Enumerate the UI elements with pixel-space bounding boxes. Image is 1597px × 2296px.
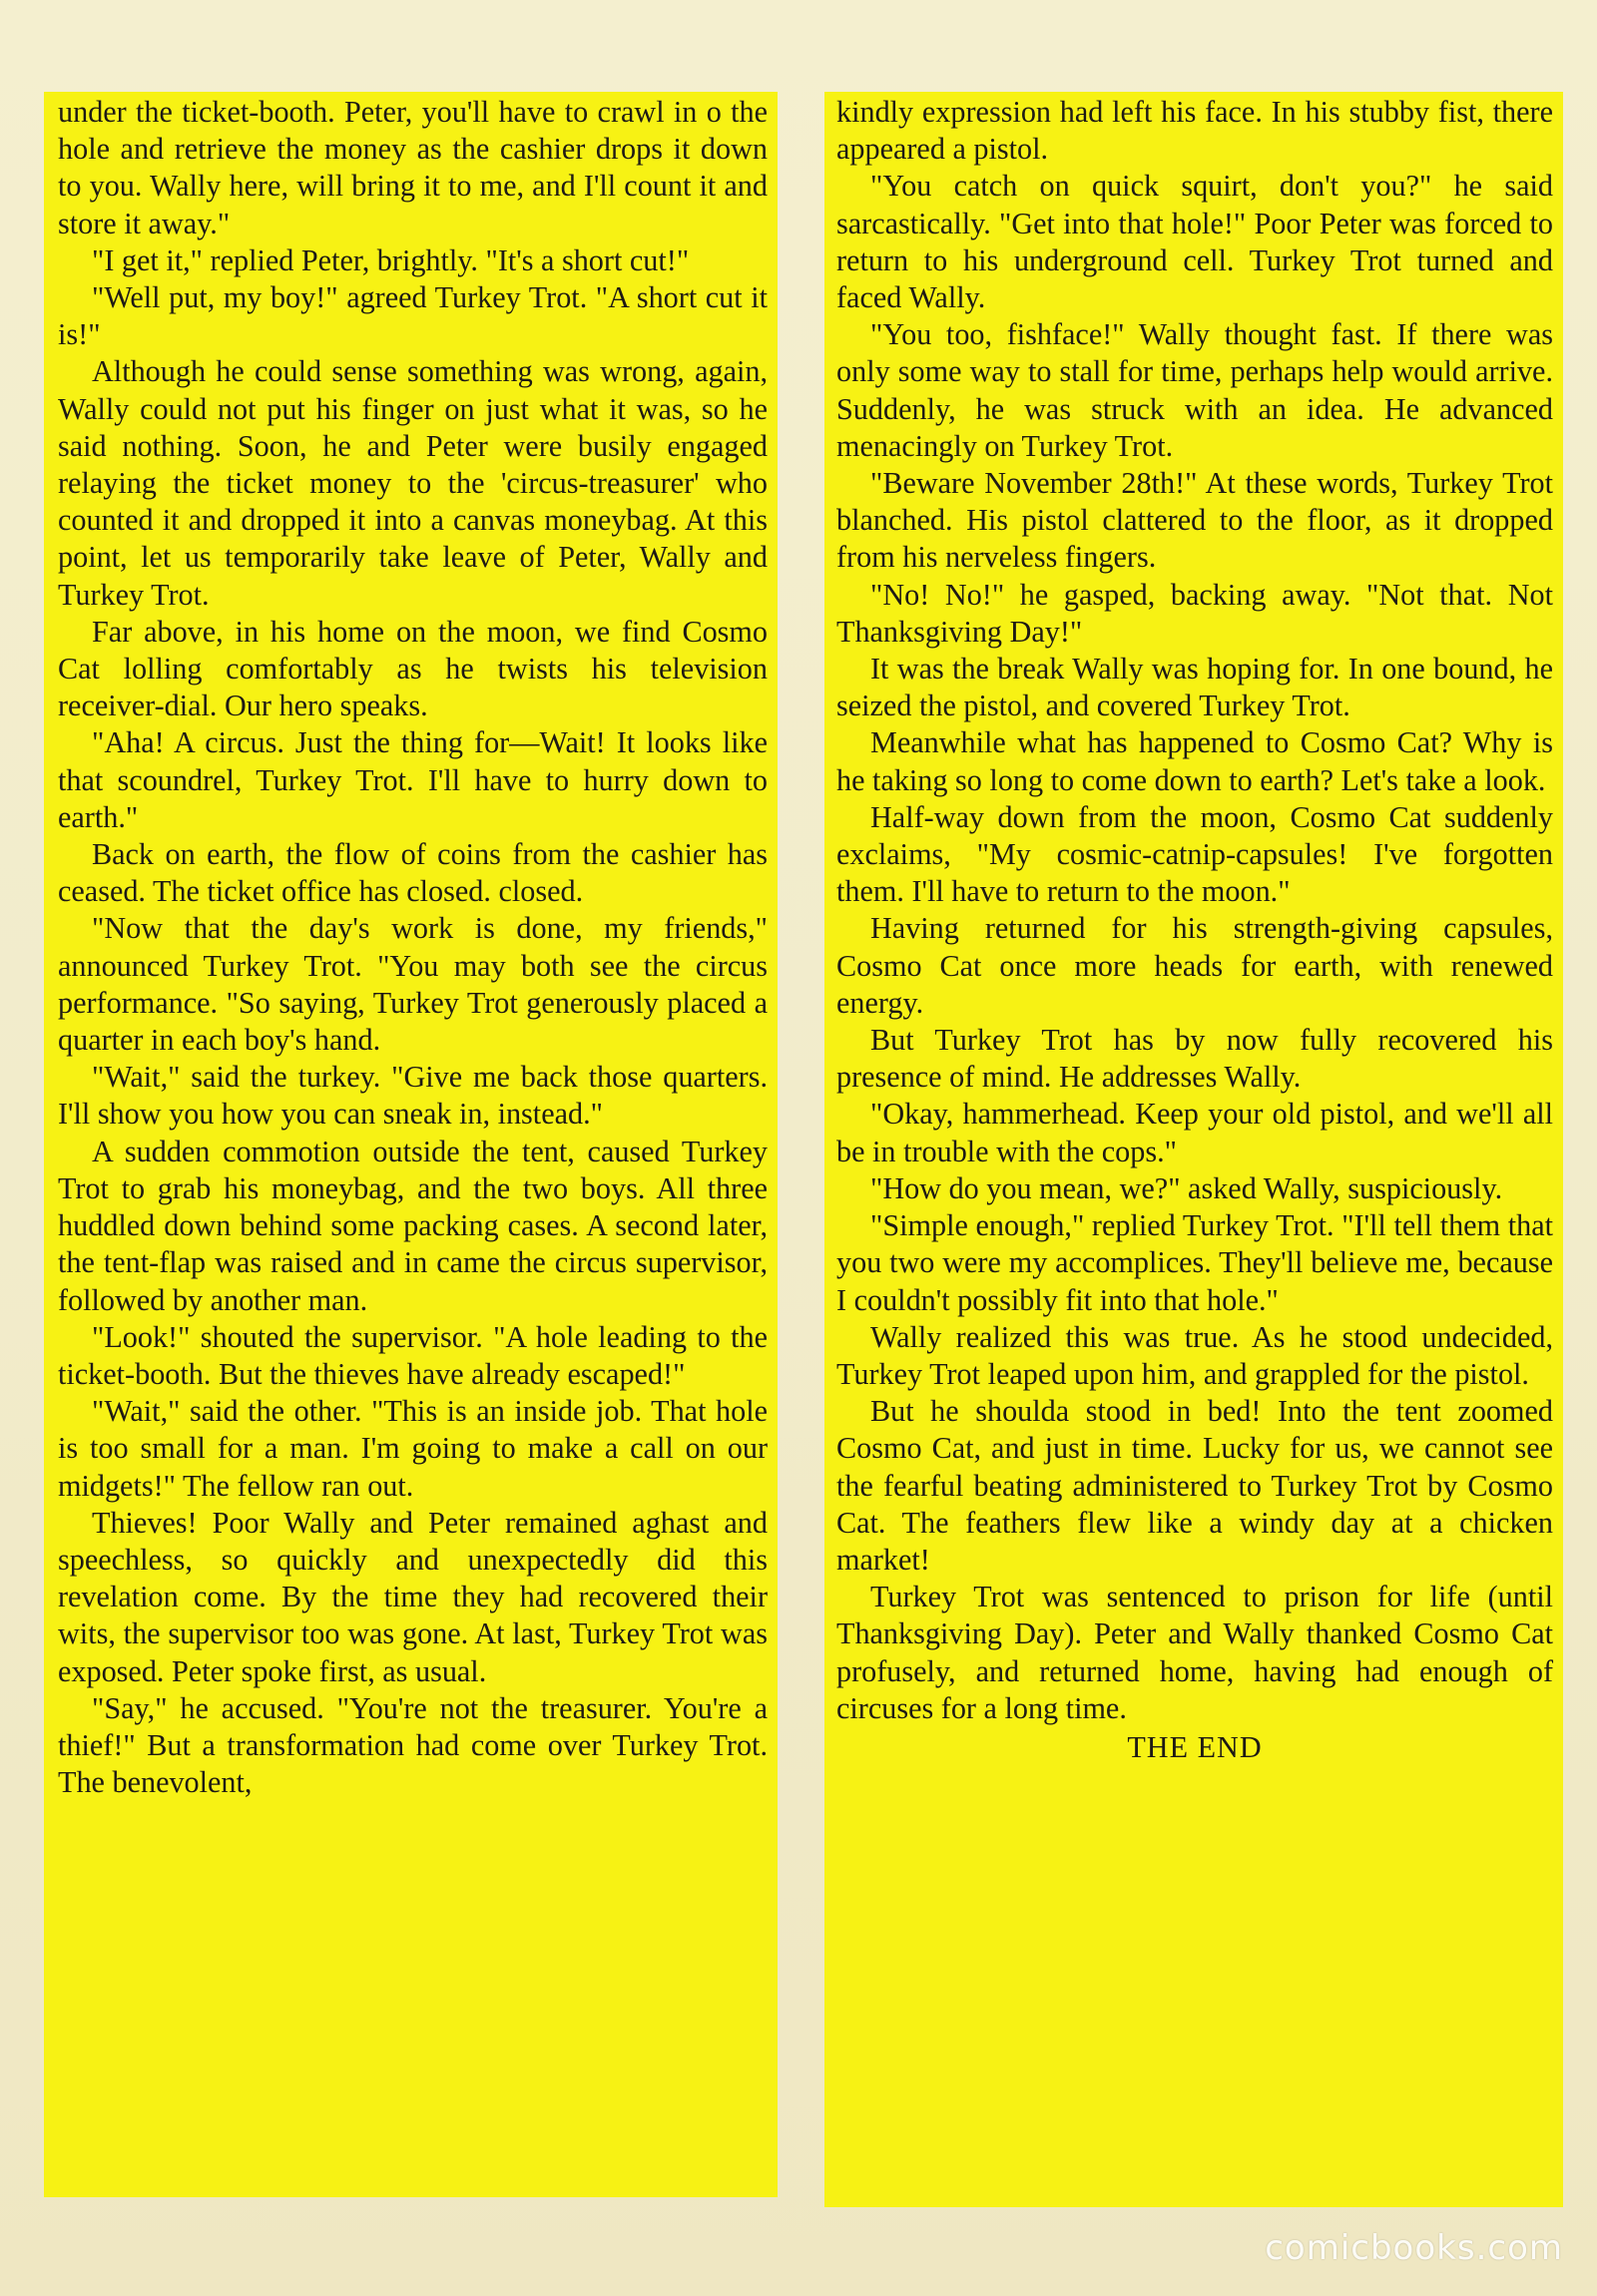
story-paragraph: But Turkey Trot has by now fully recovered his presence of mind. He addresses Wally. [836,1023,1553,1095]
story-paragraph: Thieves! Poor Wally and Peter remained aghast and speechless, so quickly and unexpectedly did this revelation come. By the time they had recovered their wits, the supervisor too was gone. At last, Turkey Trot was exposed. Peter spoke first, as usual. [58,1505,768,1688]
story-paragraph: It was the break Wally was hoping for. In one bound, he seized the pistol, and covered Turkey Trot. [836,652,1553,723]
story-paragraph: "Wait," said the other. "This is an inside job. That hole is too small for a man. I'm going to make a call on our midgets!" The fellow ran out. [58,1394,768,1503]
watermark: comicbooks.com [1265,2228,1563,2268]
story-paragraph: "Now that the day's work is done, my friends," announced Turkey Trot. "You may both see the circus performance. "So saying, Turkey Trot generously placed a quarter in each boy's hand. [58,911,768,1058]
the-end-label: THE END [1127,1729,1263,1764]
story-paragraph: "Okay, hammerhead. Keep your old pistol, and we'll all be in trouble with the cops." [836,1097,1553,1168]
story-paragraph: "How do you mean, we?" asked Wally, suspiciously. [870,1170,1503,1205]
story-paragraph: under the ticket-booth. Peter, you'll have to crawl in o the hole and retrieve the money as the cashier drops it down to you. Wally here, will bring it to me, and I'll count it and store it away." [58,95,768,240]
story-paragraph: Back on earth, the flow of coins from the cashier has ceased. The ticket office has closed. closed. [58,837,768,909]
story-paragraph: Having returned for his strength-giving capsules, Cosmo Cat once more heads for earth, with renewed energy. [836,911,1553,1020]
story-paragraph: But he shoulda stood in bed! Into the tent zoomed Cosmo Cat, and just in time. Lucky for us, we cannot see the fearful beating administered to Turkey Trot by Cosmo Cat. The feathers flew like a windy day at a chicken market! [836,1394,1553,1577]
text-panel-left [44,92,778,2197]
story-paragraph: A sudden commotion outside the tent, caused Turkey Trot to grab his moneybag, and the two boys. All three huddled down behind some packing cases. A second later, the tent-flap was raised and in came the circus supervisor, followed by another man. [58,1134,768,1317]
story-paragraph: Although he could sense something was wrong, again, Wally could not put his finger on just what it was, so he said nothing. Soon, he and Peter were busily engaged relaying the ticket money to the 'circus-treasurer' who counted it and dropped it into a canvas moneybag. At this point, let us temporarily take leave of Peter, Wally and Turkey Trot. [58,354,768,612]
story-paragraph: "Beware November 28th!" At these words, Turkey Trot blanched. His pistol clattered to the floor, as it dropped from his nerveless fingers. [836,466,1553,575]
story-paragraph: "No! No!" he gasped, backing away. "Not that. Not Thanksgiving Day!" [836,577,1553,649]
story-paragraph: "Wait," said the turkey. "Give me back those quarters. I'll show you how you can sneak in, instead." [58,1060,768,1132]
story-paragraph: Half-way down from the moon, Cosmo Cat suddenly exclaims, "My cosmic-catnip-capsules! I've forgotten them. I'll have to return to the moon." [836,799,1553,909]
story-paragraph: Turkey Trot was sentenced to prison for life (until Thanksgiving Day). Peter and Wally thanked Cosmo Cat profusely, and returned home, having had enough of circuses for a long time. [836,1580,1553,1725]
story-paragraph: kindly expression had left his face. In his stubby fist, there appeared a pistol. [836,95,1553,167]
story-column-right [824,92,1563,2207]
story-paragraph: Wally realized this was true. As he stood undecided, Turkey Trot leaped upon him, and grappled for the pistol. [836,1319,1553,1391]
story-paragraph: Meanwhile what has happened to Cosmo Cat? Why is he taking so long to come down to earth? Let's take a look. [836,725,1553,797]
story-paragraph: "Look!" shouted the supervisor. "A hole leading to the ticket-booth. But the thieves have already escaped!" [58,1319,768,1391]
story-paragraph: "You catch on quick squirt, don't you?" he said sarcastically. "Get into that hole!" Poor Peter was forced to return to his underground cell. Turkey Trot turned and faced Wally. [836,169,1553,315]
story-paragraph: "You too, fishface!" Wally thought fast. If there was only some way to stall for time, perhaps help would arrive. Suddenly, he was struck with an idea. He advanced menacingly on Turkey Trot. [836,317,1553,463]
story-paragraph: Far above, in his home on the moon, we find Cosmo Cat lolling comfortably as he twists his television receiver-dial. Our hero speaks. [58,614,768,723]
story-paragraph: "I get it," replied Peter, brightly. "It's a short cut!" [92,242,690,277]
story-column-left [44,92,778,2197]
story-paragraph: "Say," he accused. "You're not the treasurer. You're a thief!" But a transformation had come over Turkey Trot. The benevolent, [58,1690,768,1800]
story-paragraph: "Aha! A circus. Just the thing for—Wait! It looks like that scoundrel, Turkey Trot. I'll have to hurry down to earth." [58,725,768,834]
story-paragraph: "Well put, my boy!" agreed Turkey Trot. "A short cut it is!" [58,280,768,352]
text-panel-right [824,92,1563,2207]
story-paragraph: "Simple enough," replied Turkey Trot. "I'll tell them that you two were my accomplices. They'll believe me, because I couldn't possibly fit into that hole." [836,1208,1553,1317]
